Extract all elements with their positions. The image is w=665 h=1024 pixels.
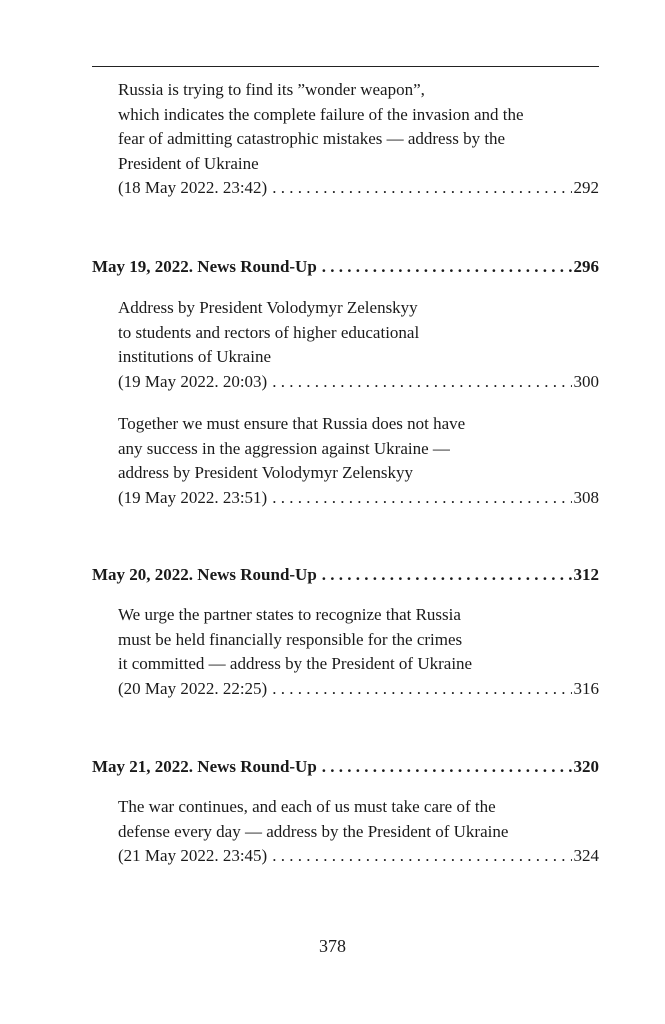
dot-leader [322,755,572,779]
entry-timestamp: (21 May 2022. 23:45) [118,846,268,865]
toc-entry[interactable] [118,412,599,510]
toc-entry[interactable] [118,795,599,869]
page-number: 378 [319,936,346,956]
toc-section-heading[interactable] [92,755,599,779]
section-page-number: 296 [573,257,599,276]
entry-title-line: to students and rectors of higher educational [118,322,420,342]
section-page-number: 312 [573,565,599,584]
section-title: May 20, 2022. News Round-Up [92,565,317,584]
entry-page-number: 308 [573,487,599,507]
entry-title-line: any success in the aggression against Ukraine — [118,438,450,458]
entry-title-line: which indicates the complete failure of the invasion and the [118,104,524,124]
entry-timestamp: (19 May 2022. 20:03) [118,371,268,391]
entry-title-line: institutions of Ukraine [118,347,271,366]
entry-leader-line [118,844,599,869]
entry-page-number: 316 [573,678,599,698]
entry-leader-line [118,370,599,395]
dot-leader [322,255,572,279]
section-title: May 21, 2022. News Round-Up [92,757,317,776]
top-rule [92,66,599,67]
entry-leader-line [118,176,599,201]
toc-section-heading[interactable] [92,563,599,587]
entry-leader-line [118,677,599,702]
dot-leader [322,563,572,587]
entry-leader-line [118,486,599,511]
toc-entry[interactable] [118,296,599,394]
entry-title-line: fear of admitting catastrophic mistakes — address by the [118,129,506,148]
entry-title-line: address by President Volodymyr Zelenskyy [118,463,413,482]
entry-timestamp: (18 May 2022. 23:42) [118,178,268,197]
toc-entry[interactable] [118,603,599,701]
entry-timestamp: (20 May 2022. 22:25) [118,678,268,698]
entry-title-line: Russia is trying to find its ”wonder weapon”, [118,80,425,99]
entry-title-line: The war continues, and each of us must take care of the [118,797,496,816]
entry-title-line: Address by President Volodymyr Zelenskyy [118,298,418,317]
dot-leader [272,176,571,201]
entry-page-number: 300 [573,371,599,391]
dot-leader [272,844,571,869]
dot-leader [272,677,571,702]
toc-section-heading[interactable] [92,255,599,279]
entry-timestamp: (19 May 2022. 23:51) [118,487,268,507]
section-page-number: 320 [573,757,599,776]
dot-leader [272,370,571,395]
entry-page-number: 324 [573,846,599,865]
entry-title-line: defense every day — address by the President of Ukraine [118,821,509,841]
entry-title-line: must be held financially responsible for the crimes [118,629,463,649]
entry-title-line: President of Ukraine [118,153,259,173]
entry-title-line: Together we must ensure that Russia does not have [118,414,466,433]
dot-leader [272,486,571,511]
section-title: May 19, 2022. News Round-Up [92,257,317,276]
toc-entry[interactable] [118,78,599,201]
entry-title-line: it committed — address by the President of Ukraine [118,654,473,673]
entry-title-line: We urge the partner states to recognize that Russia [118,605,461,624]
entry-page-number: 292 [573,178,599,197]
